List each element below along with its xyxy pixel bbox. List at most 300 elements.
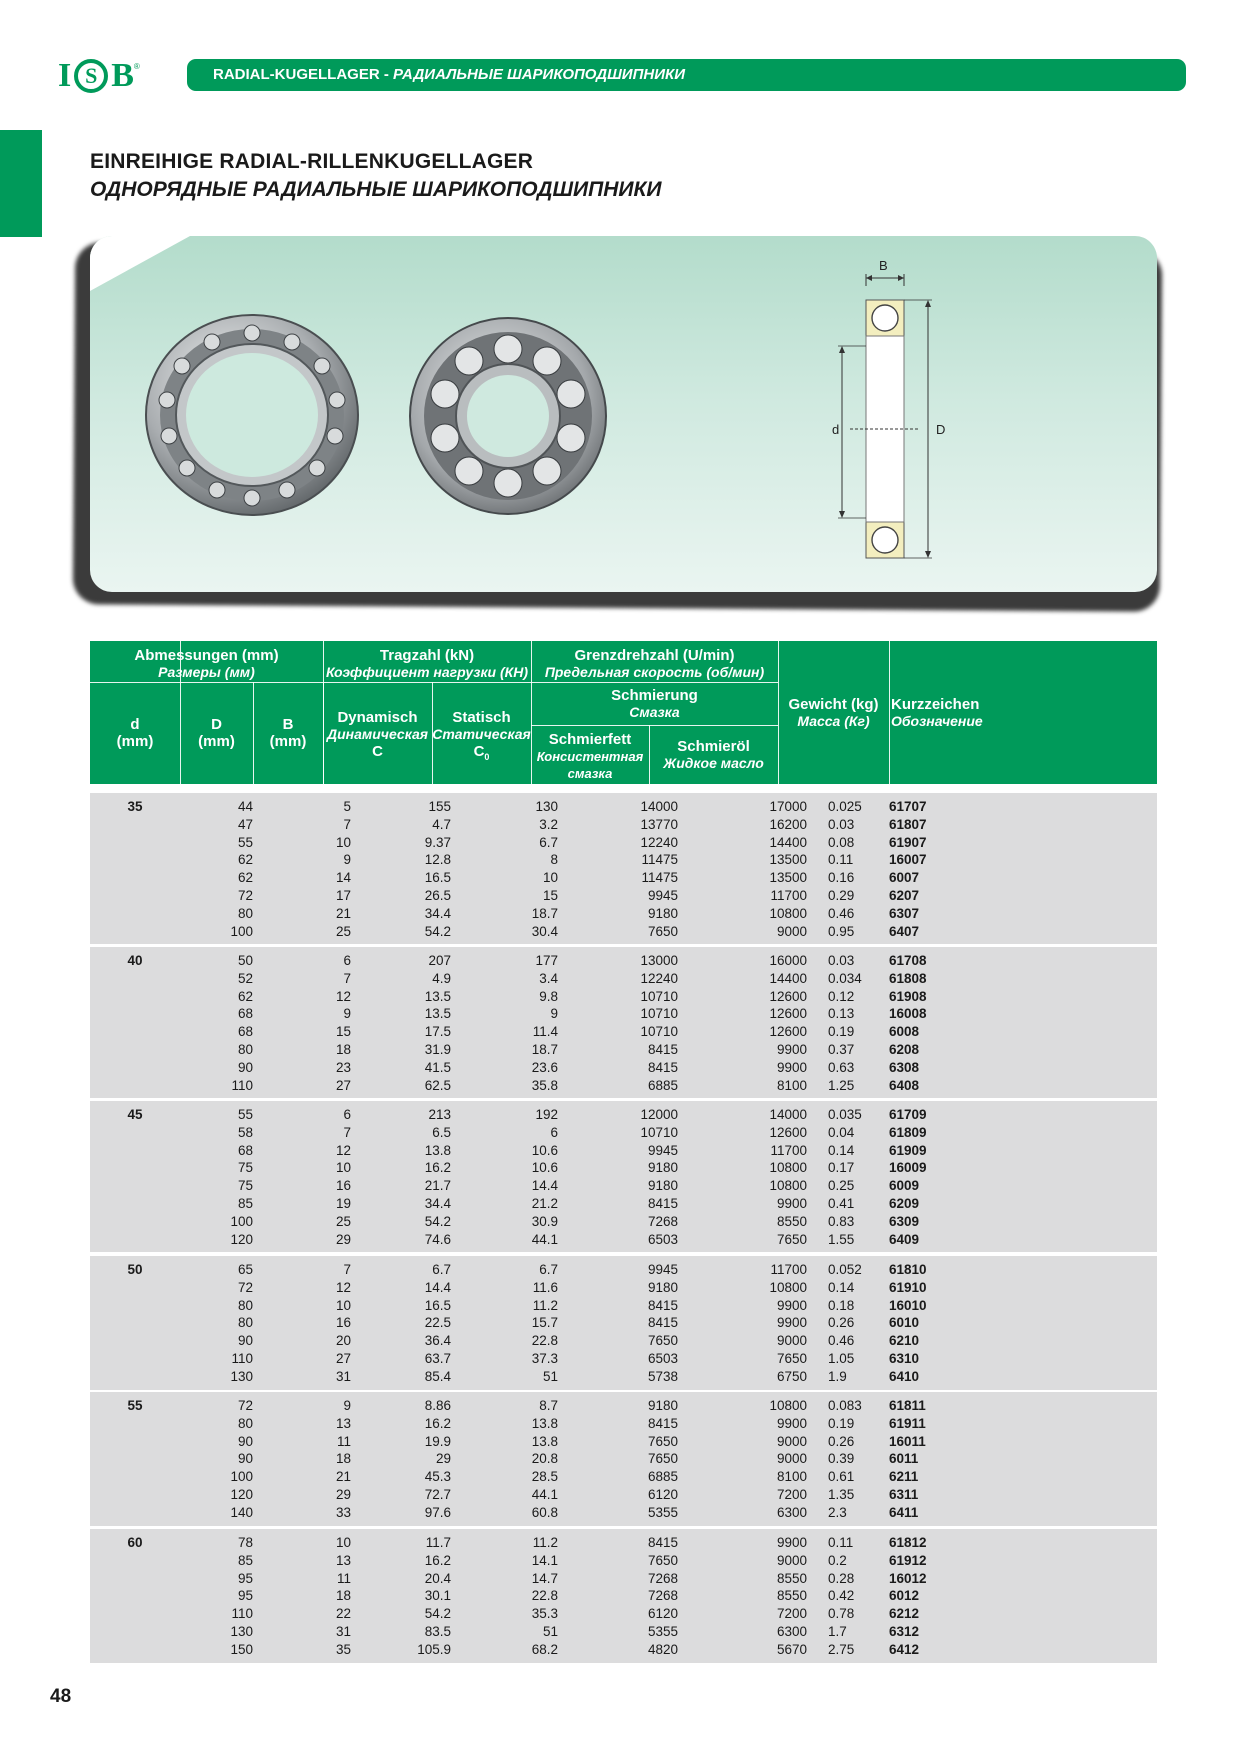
cell-grease-speed: 9180 xyxy=(647,1160,678,1176)
table-row xyxy=(90,1350,1157,1368)
table-row xyxy=(90,970,1157,988)
cell-oil-speed: 8100 xyxy=(776,1469,807,1485)
cell-weight: 0.61 xyxy=(828,1469,855,1485)
table-row xyxy=(90,1023,1157,1041)
header-divider xyxy=(90,682,778,683)
table-row xyxy=(90,869,1157,887)
cell-outer-diameter: 110 xyxy=(231,1351,253,1366)
cell-oil-speed: 6300 xyxy=(776,1504,807,1520)
cell-weight: 1.35 xyxy=(828,1487,855,1502)
cell-width: 12 xyxy=(335,1142,351,1158)
cell-dynamic-load: 12.8 xyxy=(424,852,451,868)
cell-outer-diameter: 80 xyxy=(237,1297,253,1313)
cell-weight: 1.7 xyxy=(828,1624,847,1639)
cell-designation: 61910 xyxy=(889,1279,927,1295)
cell-dynamic-load: 16.5 xyxy=(424,870,451,886)
cell-width: 27 xyxy=(335,1351,351,1366)
cell-designation: 16008 xyxy=(889,1006,927,1022)
cell-designation: 6009 xyxy=(889,1178,920,1194)
cell-weight: 0.29 xyxy=(828,888,855,903)
cell-static-load: 9.8 xyxy=(539,988,558,1004)
cell-weight: 0.63 xyxy=(828,1059,855,1075)
cell-width: 9 xyxy=(343,1398,351,1413)
cell-dynamic-load: 13.5 xyxy=(424,988,451,1004)
cell-grease-speed: 6120 xyxy=(647,1606,678,1622)
table-row xyxy=(90,1106,1157,1124)
cell-grease-speed: 5355 xyxy=(647,1504,678,1520)
cell-static-load: 9 xyxy=(550,1006,558,1022)
table-row xyxy=(90,1397,1157,1415)
cell-weight: 0.46 xyxy=(828,1333,855,1349)
cell-designation: 6409 xyxy=(889,1231,920,1247)
table-row xyxy=(90,834,1157,852)
cell-grease-speed: 9945 xyxy=(647,1262,678,1277)
cell-weight: 0.17 xyxy=(828,1160,855,1176)
cell-designation: 61707 xyxy=(889,799,927,814)
cell-static-load: 14.1 xyxy=(531,1552,558,1568)
cell-oil-speed: 12600 xyxy=(769,988,807,1004)
table-row xyxy=(90,923,1157,941)
cell-designation: 61907 xyxy=(889,834,927,850)
table-row xyxy=(90,1041,1157,1059)
cell-static-load: 11.2 xyxy=(532,1297,558,1313)
cell-width: 10 xyxy=(335,1535,351,1550)
cell-outer-diameter: 68 xyxy=(237,1142,253,1158)
cell-static-load: 68.2 xyxy=(531,1641,558,1657)
cell-designation: 16010 xyxy=(889,1297,927,1313)
cell-bore-diameter: 40 xyxy=(127,953,143,968)
cell-grease-speed: 13000 xyxy=(640,953,678,968)
table-row xyxy=(90,1623,1157,1641)
cell-oil-speed: 9900 xyxy=(776,1297,807,1313)
cell-dynamic-load: 85.4 xyxy=(424,1368,451,1384)
logo-letter-i: I xyxy=(58,57,72,94)
cell-static-load: 6.7 xyxy=(539,834,558,850)
header-col-B: B (mm) xyxy=(269,716,307,750)
cell-designation: 61809 xyxy=(889,1124,927,1140)
cell-outer-diameter: 140 xyxy=(230,1504,253,1520)
cell-dynamic-load: 13.5 xyxy=(424,1006,451,1022)
table-row xyxy=(90,1450,1157,1468)
page-number: 48 xyxy=(50,1686,72,1707)
cell-dynamic-load: 83.5 xyxy=(424,1624,451,1639)
cell-oil-speed: 9000 xyxy=(776,1552,807,1568)
cell-dynamic-load: 6.7 xyxy=(432,1262,451,1277)
cell-grease-speed: 7650 xyxy=(647,923,678,939)
isb-logo xyxy=(58,58,164,94)
cell-outer-diameter: 110 xyxy=(231,1077,253,1093)
cell-oil-speed: 11700 xyxy=(770,1142,807,1158)
cell-grease-speed: 12240 xyxy=(640,970,678,986)
table-row xyxy=(90,1552,1157,1570)
cell-width: 16 xyxy=(335,1315,351,1331)
cell-weight: 0.025 xyxy=(828,799,862,814)
hero-corner-cut xyxy=(90,236,190,291)
cell-weight: 2.75 xyxy=(828,1641,855,1657)
table-row xyxy=(90,952,1157,970)
cell-bore-diameter: 45 xyxy=(127,1107,143,1122)
cell-weight: 0.78 xyxy=(828,1606,855,1622)
cell-weight: 1.05 xyxy=(828,1351,855,1366)
table-row xyxy=(90,1005,1157,1023)
logo-letter-b: B xyxy=(111,57,134,94)
cell-width: 5 xyxy=(343,799,351,814)
cell-weight: 0.83 xyxy=(828,1213,855,1229)
header-col-d: d (mm) xyxy=(116,716,154,750)
cell-grease-speed: 9180 xyxy=(647,1398,678,1413)
cell-designation: 61709 xyxy=(889,1107,927,1122)
cell-weight: 0.39 xyxy=(828,1451,855,1467)
cell-oil-speed: 17000 xyxy=(769,799,807,814)
cell-dynamic-load: 8.86 xyxy=(424,1398,451,1413)
cell-static-load: 13.8 xyxy=(531,1415,558,1431)
cell-oil-speed: 12600 xyxy=(769,1024,807,1040)
cell-outer-diameter: 62 xyxy=(237,852,253,868)
cell-grease-speed: 14000 xyxy=(640,799,678,814)
cell-oil-speed: 12600 xyxy=(769,1006,807,1022)
cell-oil-speed: 10800 xyxy=(769,905,807,921)
cell-width: 23 xyxy=(335,1059,351,1075)
cell-designation: 6407 xyxy=(889,923,920,939)
cell-outer-diameter: 62 xyxy=(237,870,253,886)
table-row xyxy=(90,887,1157,905)
cell-outer-diameter: 120 xyxy=(230,1487,253,1502)
cell-grease-speed: 8415 xyxy=(647,1535,678,1550)
cell-static-load: 30.4 xyxy=(531,923,558,939)
cell-static-load: 10 xyxy=(542,870,558,886)
header-col-weight: Gewicht (kg) Масса (Кг) xyxy=(788,696,879,729)
cell-grease-speed: 4820 xyxy=(647,1641,678,1657)
cell-static-load: 11.6 xyxy=(532,1279,558,1295)
cell-outer-diameter: 120 xyxy=(230,1231,253,1247)
cell-oil-speed: 14000 xyxy=(769,1107,807,1122)
cell-grease-speed: 11475 xyxy=(641,852,678,868)
cell-weight: 0.25 xyxy=(828,1178,855,1194)
cell-static-load: 30.9 xyxy=(531,1213,558,1229)
cell-grease-speed: 6885 xyxy=(647,1469,678,1485)
cell-dynamic-load: 34.4 xyxy=(424,1196,451,1211)
cell-designation: 6007 xyxy=(889,870,920,886)
cell-dynamic-load: 54.2 xyxy=(424,923,451,939)
cell-oil-speed: 9900 xyxy=(776,1196,807,1211)
cell-dynamic-load: 4.7 xyxy=(432,816,451,832)
header-col-designation: Kurzzeichen Обозначение xyxy=(891,696,983,729)
cell-oil-speed: 16200 xyxy=(769,816,807,832)
cell-outer-diameter: 58 xyxy=(237,1124,253,1140)
cell-weight: 0.13 xyxy=(828,1006,855,1022)
cell-dynamic-load: 105.9 xyxy=(417,1641,451,1657)
cell-width: 7 xyxy=(343,1262,351,1277)
cell-oil-speed: 9000 xyxy=(776,1333,807,1349)
cell-width: 11 xyxy=(336,1433,351,1449)
cell-dynamic-load: 72.7 xyxy=(424,1487,451,1502)
table-row xyxy=(90,1177,1157,1195)
cell-width: 12 xyxy=(335,988,351,1004)
cell-designation: 6309 xyxy=(889,1213,920,1229)
table-row xyxy=(90,1279,1157,1297)
cell-oil-speed: 6300 xyxy=(776,1624,807,1639)
cell-grease-speed: 12240 xyxy=(640,834,678,850)
table-row xyxy=(90,1486,1157,1504)
cell-weight: 0.26 xyxy=(828,1315,855,1331)
cell-width: 18 xyxy=(335,1451,351,1467)
cell-static-load: 14.4 xyxy=(531,1178,558,1194)
table-row xyxy=(90,1231,1157,1249)
table-row xyxy=(90,1261,1157,1279)
cell-static-load: 8.7 xyxy=(539,1398,558,1413)
cell-width: 6 xyxy=(343,953,351,968)
cell-dynamic-load: 207 xyxy=(428,953,451,968)
cell-dynamic-load: 26.5 xyxy=(424,888,451,903)
cell-width: 25 xyxy=(335,923,351,939)
cell-grease-speed: 9180 xyxy=(647,1178,678,1194)
side-tab-marker xyxy=(0,130,42,237)
bore-group xyxy=(90,1256,1157,1390)
cell-oil-speed: 10800 xyxy=(769,1178,807,1194)
cell-designation: 6209 xyxy=(889,1196,920,1211)
cell-dynamic-load: 74.6 xyxy=(424,1231,451,1247)
header-col-outer-D: D (mm) xyxy=(198,716,235,750)
table-row xyxy=(90,988,1157,1006)
cell-designation: 6011 xyxy=(889,1451,919,1467)
cell-dynamic-load: 11.7 xyxy=(425,1535,451,1550)
table-row xyxy=(90,851,1157,869)
cell-width: 29 xyxy=(335,1231,351,1247)
cell-grease-speed: 7650 xyxy=(647,1433,678,1449)
cell-grease-speed: 8415 xyxy=(647,1315,678,1331)
cell-designation: 61911 xyxy=(889,1415,926,1431)
cell-grease-speed: 8415 xyxy=(647,1415,678,1431)
cell-dynamic-load: 41.5 xyxy=(424,1059,451,1075)
cell-weight: 2.3 xyxy=(828,1504,847,1520)
cell-oil-speed: 10800 xyxy=(769,1279,807,1295)
cell-static-load: 22.8 xyxy=(531,1333,558,1349)
cell-grease-speed: 13770 xyxy=(640,816,678,832)
cell-static-load: 28.5 xyxy=(531,1469,558,1485)
cell-designation: 61708 xyxy=(889,953,927,968)
bore-group xyxy=(90,1101,1157,1252)
cell-width: 16 xyxy=(335,1178,351,1194)
cell-dynamic-load: 155 xyxy=(428,799,451,814)
cell-width: 9 xyxy=(343,1006,351,1022)
cell-static-load: 37.3 xyxy=(531,1351,558,1366)
cell-bore-diameter: 35 xyxy=(127,799,143,814)
cell-designation: 6211 xyxy=(889,1469,919,1485)
cell-outer-diameter: 47 xyxy=(237,816,253,832)
cell-grease-speed: 6503 xyxy=(647,1231,678,1247)
cell-oil-speed: 9000 xyxy=(776,1451,807,1467)
table-row xyxy=(90,1142,1157,1160)
cell-static-load: 44.1 xyxy=(531,1487,558,1502)
cell-static-load: 18.7 xyxy=(531,905,558,921)
cell-oil-speed: 8100 xyxy=(776,1077,807,1093)
cell-static-load: 8 xyxy=(550,852,558,868)
table-row xyxy=(90,1159,1157,1177)
cell-dynamic-load: 20.4 xyxy=(424,1570,451,1586)
header-speed-limit: Grenzdrehzahl (U/min) Предельная скорость (об/мин) xyxy=(544,647,765,680)
table-row xyxy=(90,1195,1157,1213)
cell-static-load: 6.7 xyxy=(539,1262,558,1277)
cell-static-load: 15 xyxy=(542,888,558,903)
cell-oil-speed: 9900 xyxy=(776,1315,807,1331)
registered-mark: ® xyxy=(133,62,140,71)
cell-oil-speed: 9000 xyxy=(776,923,807,939)
page-title-de: EINREIHIGE RADIAL-RILLENKUGELLAGER xyxy=(90,150,534,173)
bore-group xyxy=(90,793,1157,944)
table-row xyxy=(90,1059,1157,1077)
bearing-photo-angled xyxy=(142,310,362,520)
section-banner xyxy=(187,59,1186,91)
cell-width: 10 xyxy=(335,834,351,850)
table-row xyxy=(90,905,1157,923)
logo-letter-s: S xyxy=(85,63,98,88)
cell-designation: 61810 xyxy=(889,1262,927,1277)
cell-bore-diameter: 55 xyxy=(127,1398,143,1413)
cell-grease-speed: 8415 xyxy=(647,1042,678,1057)
cell-weight: 0.083 xyxy=(828,1398,862,1413)
cell-weight: 0.11 xyxy=(828,1535,854,1550)
cell-oil-speed: 8550 xyxy=(776,1588,807,1604)
cell-static-load: 15.7 xyxy=(531,1315,558,1331)
cell-designation: 16007 xyxy=(889,852,927,868)
cell-weight: 1.25 xyxy=(828,1077,855,1093)
table-row xyxy=(90,1077,1157,1095)
cell-static-load: 35.8 xyxy=(531,1077,558,1093)
cell-grease-speed: 7268 xyxy=(647,1570,678,1586)
cell-designation: 61812 xyxy=(889,1535,927,1550)
table-row xyxy=(90,1587,1157,1605)
cell-designation: 61811 xyxy=(889,1398,926,1413)
table-row xyxy=(90,816,1157,834)
cell-weight: 0.14 xyxy=(828,1279,855,1295)
table-row xyxy=(90,1415,1157,1433)
header-col-static: Statisch Статическая $C_0$ xyxy=(432,709,531,762)
cell-oil-speed: 16000 xyxy=(769,953,807,968)
cell-outer-diameter: 55 xyxy=(237,834,253,850)
cell-dynamic-load: 62.5 xyxy=(424,1077,451,1093)
bearing-photo-front xyxy=(406,314,611,519)
cell-designation: 6308 xyxy=(889,1059,920,1075)
table-row xyxy=(90,798,1157,816)
cell-width: 18 xyxy=(335,1042,351,1057)
cell-designation: 6312 xyxy=(889,1624,920,1639)
cell-dynamic-load: 63.7 xyxy=(424,1351,451,1366)
cell-width: 10 xyxy=(335,1297,351,1313)
table-header xyxy=(90,641,1157,784)
table-row xyxy=(90,1433,1157,1451)
cell-outer-diameter: 50 xyxy=(237,953,253,968)
section-title-ru: РАДИАЛЬНЫЕ ШАРИКОПОДШИПНИКИ xyxy=(393,66,686,83)
cell-designation: 16012 xyxy=(889,1570,927,1586)
dimension-label-d: d xyxy=(832,422,840,437)
cell-oil-speed: 7200 xyxy=(776,1606,807,1622)
cell-static-load: 18.7 xyxy=(531,1042,558,1057)
cell-weight: 0.26 xyxy=(828,1433,855,1449)
cell-designation: 61808 xyxy=(889,970,927,986)
cell-weight: 0.2 xyxy=(828,1552,847,1568)
cell-oil-speed: 7650 xyxy=(776,1231,807,1247)
table-row xyxy=(90,1213,1157,1231)
cell-weight: 0.16 xyxy=(828,870,855,886)
cell-outer-diameter: 72 xyxy=(237,1279,253,1295)
cell-width: 15 xyxy=(335,1024,351,1040)
cell-designation: 61912 xyxy=(889,1552,927,1568)
cell-dynamic-load: 13.8 xyxy=(424,1142,451,1158)
cell-outer-diameter: 68 xyxy=(237,1006,253,1022)
cell-outer-diameter: 90 xyxy=(237,1433,253,1449)
cell-outer-diameter: 85 xyxy=(237,1196,253,1211)
cell-weight: 0.19 xyxy=(828,1415,855,1431)
cell-outer-diameter: 90 xyxy=(237,1059,253,1075)
cell-grease-speed: 10710 xyxy=(640,1124,678,1140)
cell-width: 10 xyxy=(335,1160,351,1176)
cell-outer-diameter: 78 xyxy=(237,1535,253,1550)
cell-weight: 0.052 xyxy=(828,1262,862,1277)
cell-dynamic-load: 6.5 xyxy=(432,1124,451,1140)
cell-static-load: 11.2 xyxy=(532,1535,558,1550)
cell-width: 7 xyxy=(343,1124,351,1140)
table-row xyxy=(90,1534,1157,1552)
cell-outer-diameter: 75 xyxy=(237,1160,253,1176)
cell-oil-speed: 14400 xyxy=(769,970,807,986)
cell-grease-speed: 12000 xyxy=(640,1107,678,1122)
cell-static-load: 6 xyxy=(550,1124,558,1140)
cell-dynamic-load: 30.1 xyxy=(424,1588,451,1604)
cell-width: 18 xyxy=(335,1588,351,1604)
cell-outer-diameter: 80 xyxy=(237,1042,253,1057)
cell-designation: 6311 xyxy=(889,1487,919,1502)
bore-group xyxy=(90,1529,1157,1663)
cell-designation: 6412 xyxy=(889,1641,920,1657)
cell-dynamic-load: 14.4 xyxy=(424,1279,451,1295)
table-row xyxy=(90,1504,1157,1522)
cell-oil-speed: 7650 xyxy=(776,1351,807,1366)
cell-outer-diameter: 130 xyxy=(230,1624,253,1639)
cell-outer-diameter: 90 xyxy=(237,1333,253,1349)
cell-oil-speed: 9000 xyxy=(776,1433,807,1449)
cell-weight: 0.37 xyxy=(828,1042,855,1057)
cell-outer-diameter: 68 xyxy=(237,1024,253,1040)
header-divider xyxy=(531,725,778,726)
table-row xyxy=(90,1641,1157,1659)
cell-oil-speed: 8550 xyxy=(776,1570,807,1586)
cell-grease-speed: 9180 xyxy=(647,905,678,921)
header-col-dynamic: Dynamisch Динамическая C xyxy=(326,709,428,760)
cell-weight: 0.03 xyxy=(828,816,855,832)
cell-static-load: 3.4 xyxy=(539,970,558,986)
cell-oil-speed: 9900 xyxy=(776,1415,807,1431)
cell-outer-diameter: 55 xyxy=(237,1107,253,1122)
cell-outer-diameter: 80 xyxy=(237,1315,253,1331)
cell-dynamic-load: 16.2 xyxy=(424,1415,451,1431)
cell-outer-diameter: 75 xyxy=(237,1178,253,1194)
cell-dynamic-load: 9.37 xyxy=(424,834,451,850)
cell-grease-speed: 9945 xyxy=(647,888,678,903)
cell-weight: 0.28 xyxy=(828,1570,855,1586)
cell-grease-speed: 10710 xyxy=(640,1024,678,1040)
cell-oil-speed: 5670 xyxy=(776,1641,807,1657)
table-row xyxy=(90,1468,1157,1486)
cell-designation: 16009 xyxy=(889,1160,927,1176)
cell-static-load: 130 xyxy=(535,799,558,814)
cell-dynamic-load: 17.5 xyxy=(424,1024,451,1040)
cell-weight: 0.12 xyxy=(828,988,855,1004)
cell-designation: 6310 xyxy=(889,1351,920,1366)
cell-outer-diameter: 100 xyxy=(230,923,253,939)
cell-weight: 1.9 xyxy=(828,1368,847,1384)
cell-grease-speed: 5355 xyxy=(647,1624,678,1639)
cell-oil-speed: 7200 xyxy=(776,1487,807,1502)
